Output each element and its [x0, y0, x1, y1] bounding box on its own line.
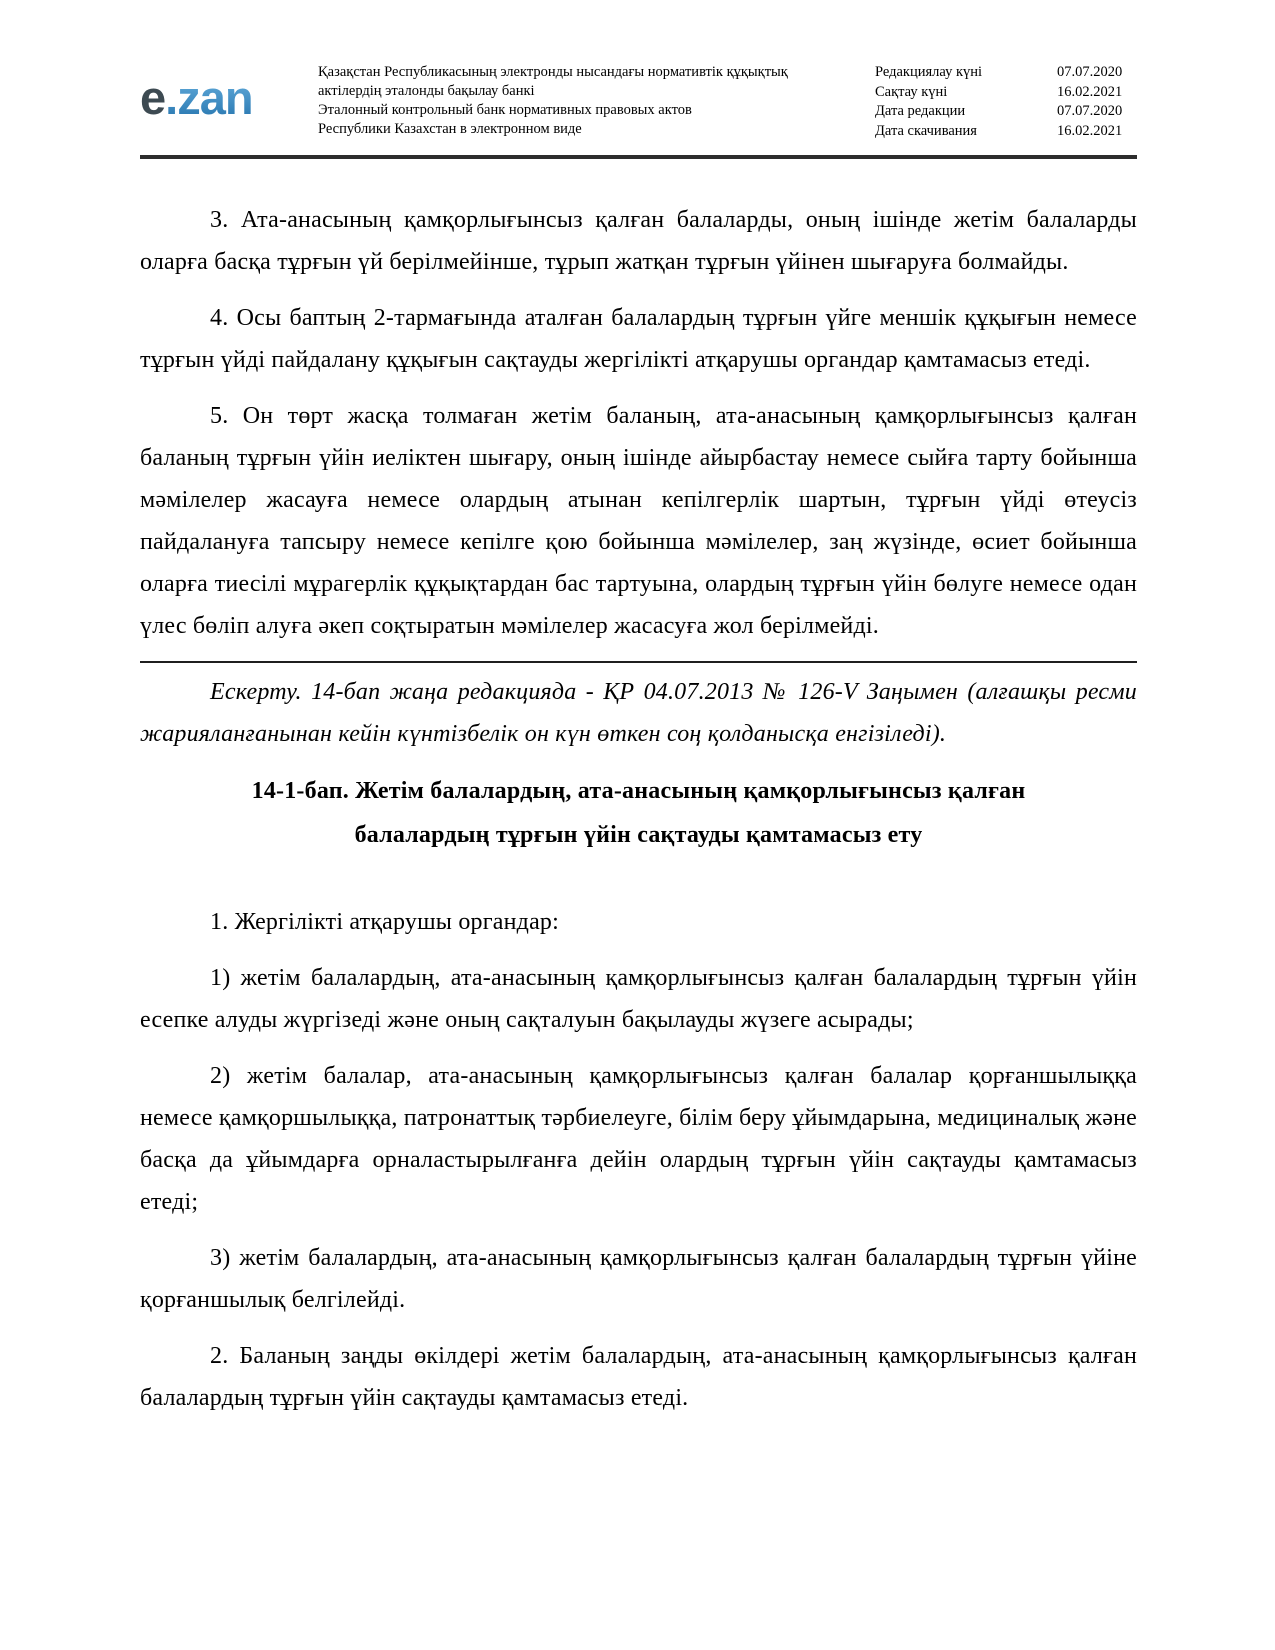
ezan-logo — [140, 60, 318, 128]
meta-value: 16.02.2021 — [1057, 83, 1123, 100]
org-title-block — [318, 60, 875, 139]
note-divider — [140, 661, 1137, 663]
meta-row-save-date-kk — [875, 83, 1137, 103]
article-14-1-heading: 14-1-бап. Жетім балалардың, ата-анасының қамқорлығынсыз қалған балалардың тұрғын үйін сақтауды қамтамасыз ету — [251, 778, 1026, 848]
meta-value: 07.07.2020 — [1057, 103, 1123, 119]
paragraph-3: 3. Ата-анасының қамқорлығынсыз қалған балаларды, оның ішінде жетім балаларды оларға басқа тұрғын үй берілмейінше, тұрып жатқан тұрғын үйінен шығаруға болмайды. — [140, 207, 1137, 275]
meta-row-download-date-ru — [875, 122, 1137, 142]
document-body — [140, 199, 1137, 1419]
meta-value: 07.07.2020 — [1057, 64, 1123, 80]
meta-row-edit-date-ru — [875, 102, 1137, 122]
logo-dark-text: e — [140, 71, 166, 124]
meta-label: Дата редакции — [875, 103, 966, 119]
amendment-note: Ескерту. 14-бап жаңа редакцияда - ҚР 04.07.2013 № 126-V Заңымен (алғашқы ресми жарияланғанынан кейін күнтізбелік он күн өткен соң қолданысқа енгізіледі). — [140, 679, 1137, 747]
logo-blue-text: .zan — [165, 71, 253, 124]
paragraph-5: 5. Он төрт жасқа толмаған жетім баланың, ата-анасының қамқорлығынсыз қалған баланың тұрғын үйін иеліктен шығару, оның ішінде айырбастау немесе сыйға тарту бойынша мәмілелер жасауға немесе олардың атынан кепілгерлік шартын, тұрғын үйді өтеусіз пайдалануға тапсыру немесе кепілге қою бойынша мәмілелер, заң жүзінде, өсиет бойынша оларға тиесілі мұрагерлік құқықтардан бас тартуына, олардың тұрғын үйін бөлуге немесе одан үлес бөліп алуға әкеп соқтыратын мәмілелер жасасуға жол берілмейді. — [140, 403, 1137, 639]
org-line-kk-1: Қазақстан Республикасының электронды нысандағы нормативтік құқықтық — [318, 64, 788, 80]
org-line-ru-1: Эталонный контрольный банк нормативных правовых актов — [318, 102, 692, 118]
subparagraph-2: 2) жетім балалар, ата-анасының қамқорлығынсыз қалған балалар қорғаншылыққа немесе қамқоршылыққа, патронаттық тәрбиелеуге, білім беру ұйымдарына, медициналық және басқа да ұйымдарға орналастырылғанға дейін олардың тұрғын үйін сақтауды қамтамасыз етеді; — [140, 1063, 1137, 1215]
org-line-ru-2: Республики Казахстан в электронном виде — [318, 121, 582, 137]
document-meta-block — [875, 60, 1137, 141]
subparagraph-3: 3) жетім балалардың, ата-анасының қамқорлығынсыз қалған балалардың тұрғын үйіне қорғаншылық белгілейді. — [140, 1245, 1137, 1313]
meta-label: Сақтау күні — [875, 83, 948, 100]
meta-value: 16.02.2021 — [1057, 122, 1123, 139]
org-line-kk-2: актілердің эталонды бақылау банкі — [318, 83, 535, 99]
subparagraph-1: 1) жетім балалардың, ата-анасының қамқорлығынсыз қалған балалардың тұрғын үйін есепке алуды жүргізеді және оның сақталуын бақылауды жүзеге асырады; — [140, 965, 1137, 1033]
header-divider — [140, 155, 1137, 159]
meta-label: Редакциялау күні — [875, 64, 983, 80]
meta-row-edit-date-kk — [875, 63, 1137, 83]
paragraph-4: 4. Осы баптың 2-тармағында аталған балалардың тұрғын үйге меншік құқығын немесе тұрғын үйді пайдалану құқығын сақтауды жергілікті атқарушы органдар қамтамасыз етеді. — [140, 305, 1137, 373]
paragraph-2: 2. Баланың заңды өкілдері жетім балалардың, ата-анасының қамқорлығынсыз қалған балалардың тұрғын үйін сақтауды қамтамасыз етеді. — [140, 1343, 1137, 1411]
meta-label: Дата скачивания — [875, 122, 977, 139]
paragraph-1: 1. Жергілікті атқарушы органдар: — [210, 909, 559, 935]
document-header — [140, 60, 1137, 141]
